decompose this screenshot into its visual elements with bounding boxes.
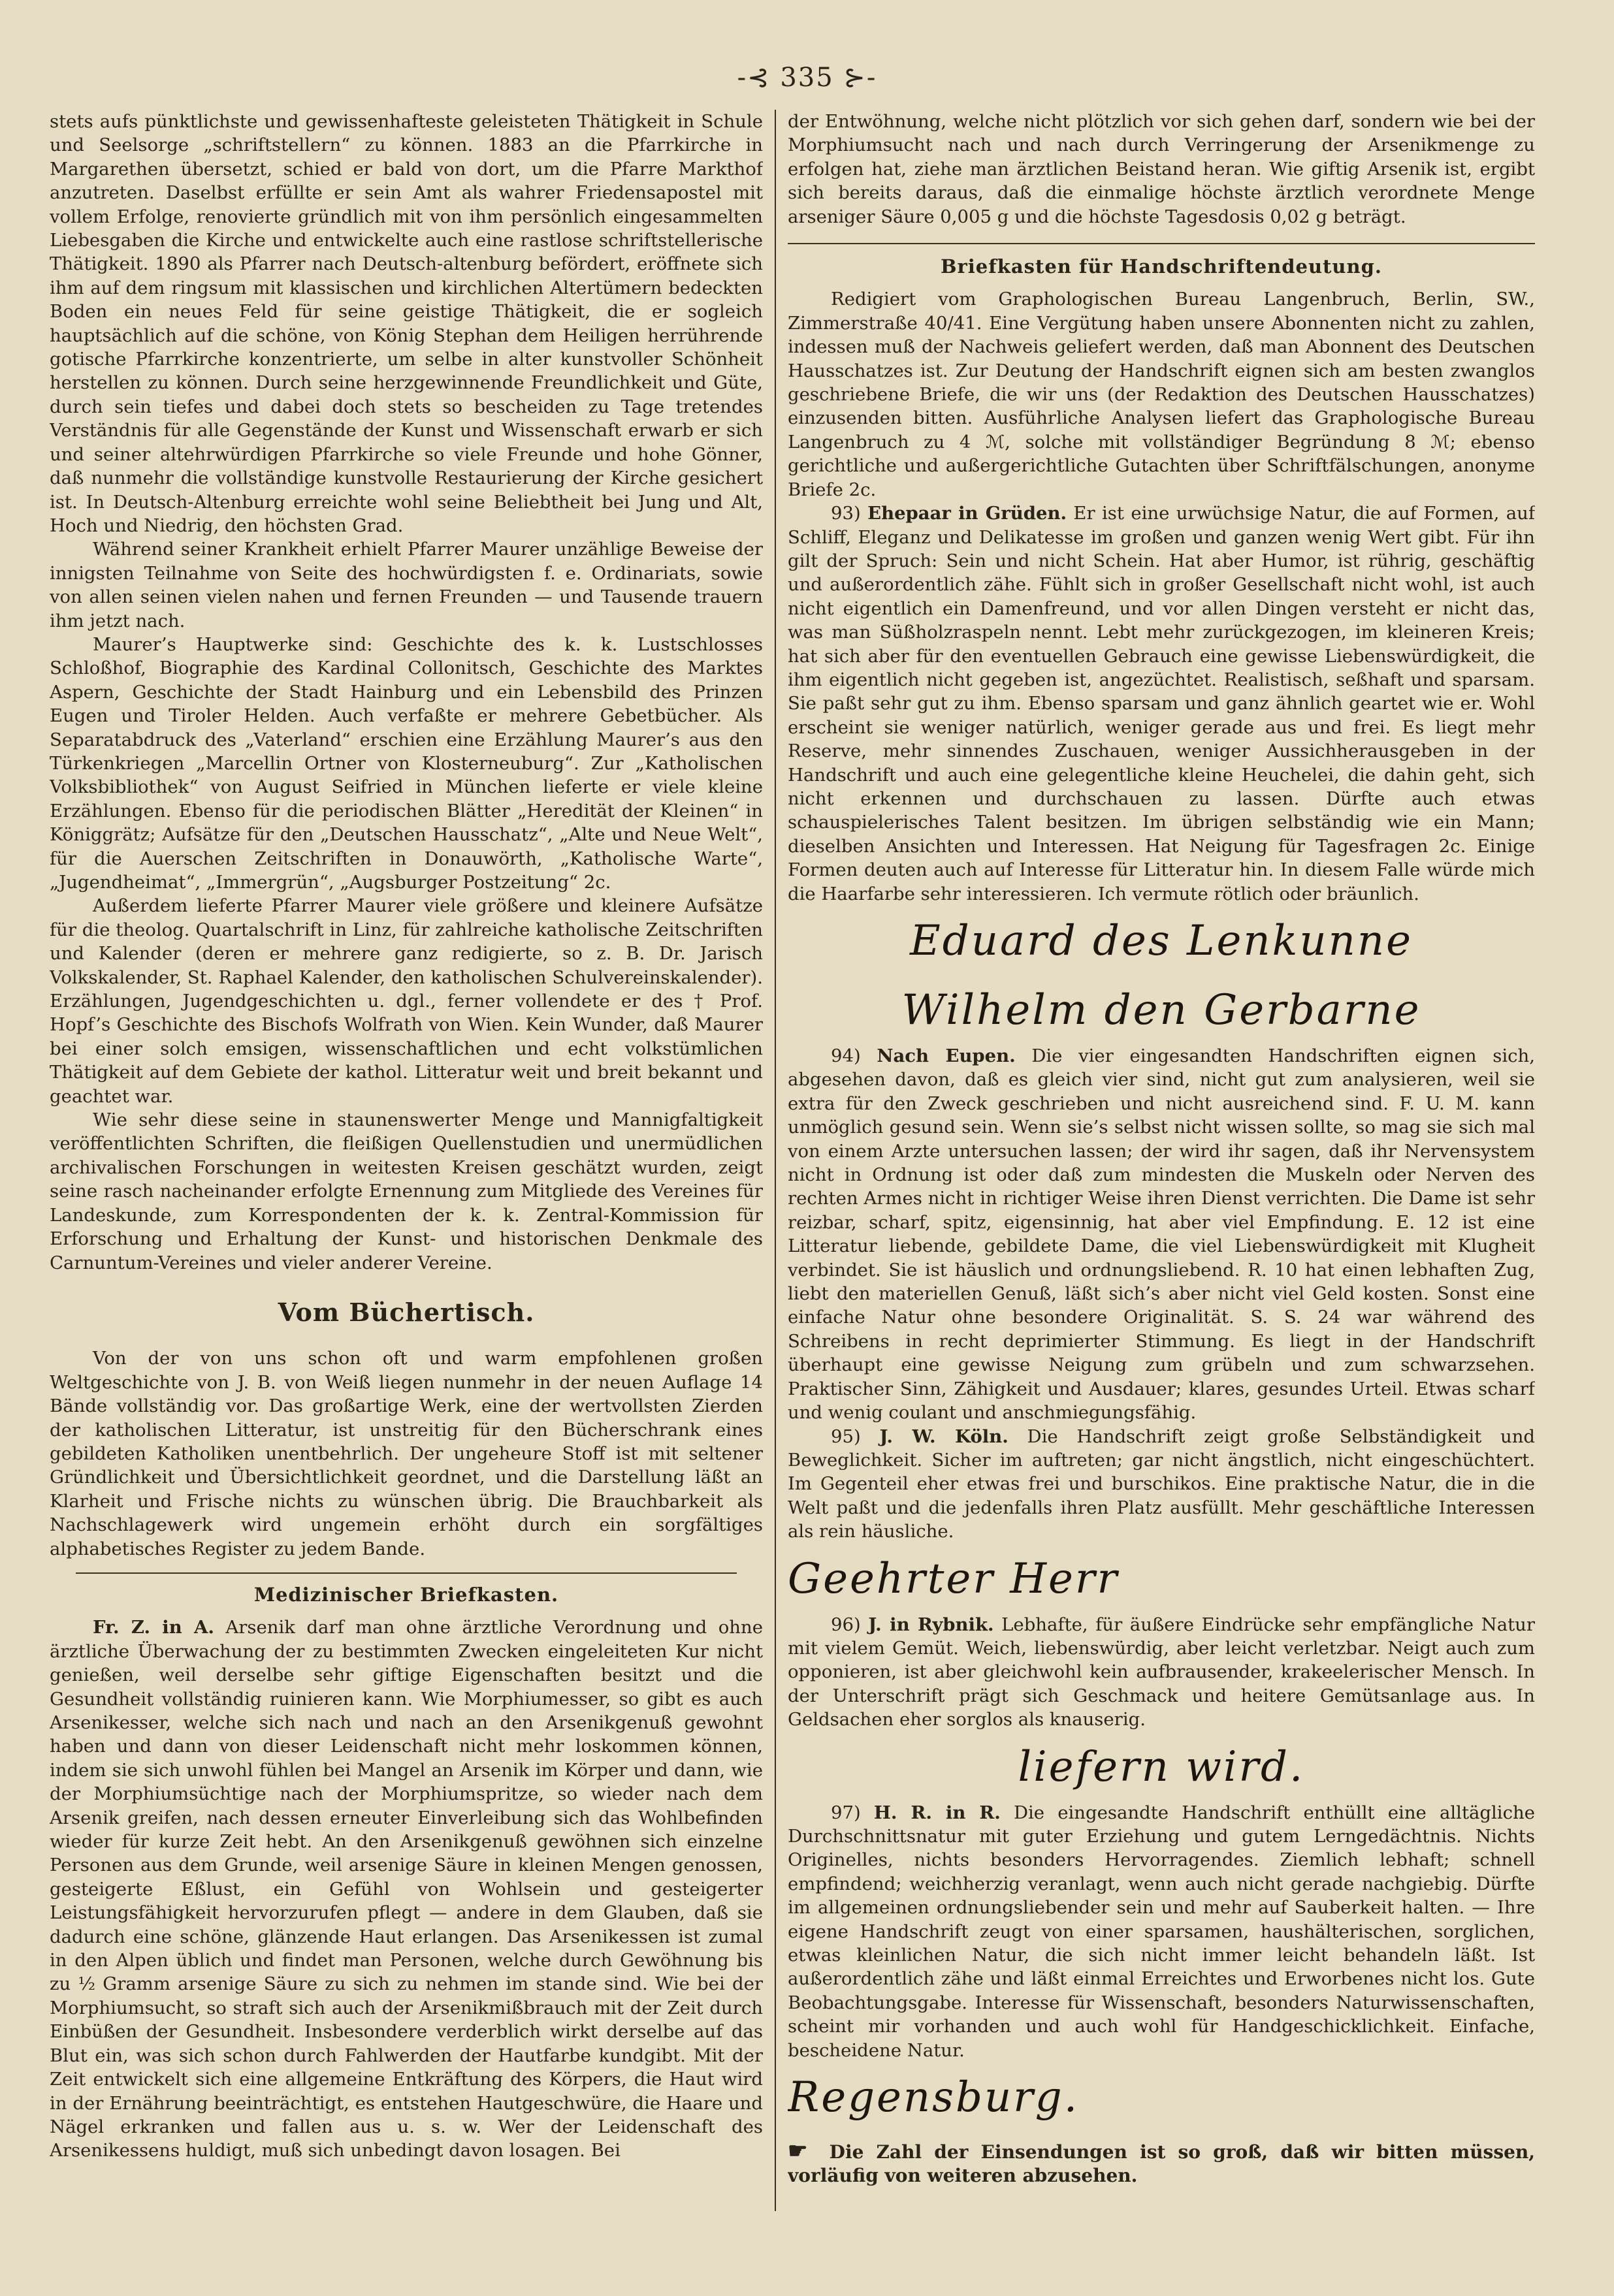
entry-93 <box>788 502 1535 906</box>
medical-addressee: Fr. Z. in A. <box>93 1617 214 1638</box>
handwriting-sample-97: Regensburg. <box>788 2073 1080 2122</box>
medical-answer <box>50 1616 763 2162</box>
obituary-paragraph-2: Während seiner Krankheit erhielt Pfarrer Maurer unzählige Beweise der innigsten Teilnahme von Seite des hochwürdigsten f. e. Ordinariats, sowie von allen seinen vielen nahen und fernen Freunden — und Tausende trauern ihm jetzt nach. <box>50 539 763 631</box>
section-title-medizinischer-briefkasten: Medizinischer Briefkasten. <box>253 1583 559 1606</box>
section-title-handschriftendeutung: Briefkasten für Handschriftendeutung. <box>941 255 1382 278</box>
entry-97 <box>788 1801 1535 2062</box>
left-column <box>50 110 763 2244</box>
editorial-notice-text: Die Zahl der Einsendungen ist so groß, daß wir bitten müssen, vorläufig von weiteren abzusehen. <box>788 2141 1535 2187</box>
handwriting-sample-93-b: Wilhelm den Gerbarne <box>901 986 1421 1034</box>
entry-95-text: Die Handschrift zeigt große Selbständigkeit und Beweglichkeit. Sicher im auftreten; gar nicht ängstlich, nicht eingeschüchtert. Im Gegenteil eher etwas frei und burschikos. Eine praktische Natur, die in die Welt paßt und die jedenfalls ihren Platz ausfüllt. Mehr geschäftliche Interessen als rein häusliche. <box>788 1426 1535 1542</box>
entry-93-number: 93) <box>831 503 861 524</box>
editorial-notice <box>788 2139 1535 2188</box>
entry-93-heading: Ehepaar in Grüden. <box>867 503 1067 524</box>
entry-97-text: Die eingesandte Handschrift enthüllt eine alltägliche Durchschnittsnatur mit guter Erziehung und gutem Lerngedächtnis. Nichts Originelles, nichts besonders Hervorragendes. Ziemlich lebhaft; schnell empfindend; weichherzig veranlagt, wenn auch nicht gerade nachgiebig. Dürfte im allgemeinen ordnungsliebender sein und mehr auf Sauberkeit halten. — Ihre eigene Handschrift zeugt von einer sparsamen, haushälterischen, sorglichen, etwas kleinlichen Natur, die sich nicht immer leicht behandeln läßt. Ist außerordentlich zähe und läßt einmal Erreichtes und Erworbenes nicht los. Gute Beobachtungsgabe. Interesse für Wissenschaft, besonders Naturwissenschaften, scheint mir vorhanden und auch wohl für Handgeschicklichkeit. Einfache, bescheidene Natur. <box>788 1802 1535 2061</box>
entry-94 <box>788 1044 1535 1425</box>
entry-97-heading: H. R. in R. <box>873 1802 1001 1823</box>
handschrift-intro: Redigiert vom Graphologischen Bureau Langenbruch, Berlin, SW., Zimmerstraße 40/41. Eine Vergütung haben unsere Abonnenten nicht zu zahlen, indessen muß der Nachweis geliefert werden, daß man Abonnent des Deutschen Hausschatzes ist. Zur Deutung der Handschrift eignen sich am besten zwanglos geschriebene Briefe, die wir uns (der Redaktion des Deutschen Hausschatzes) einzusenden bitten. Ausführliche Analysen liefert das Graphologische Bureau Langenbruch zu 4 ℳ, solche mit vollständiger Begründung 8 ℳ; ebenso gerichtliche und außergerichtliche Gutachten über Schriftfälschungen, anonyme Briefe 2c. <box>788 289 1535 500</box>
medical-answer-text: Arsenik darf man ohne ärztliche Verordnung und ohne ärztliche Überwachung der zu bestimmten Zwecken eingeleiteten Kur nicht genießen, weil derselbe sehr giftige Eigenschaften besitzt und die Gesundheit vollständig ruinieren kann. Wie Morphiumesser, so gibt es auch Arsenikesser, welche sich nach und nach an den Arsenikgenuß gewohnt haben und dann von dieser Leidenschaft nicht mehr loskommen können, indem sie sich unwohl fühlen bei Mangel an Arsenik im Körper und dann, wie der Morphiumsüchtige nach der Morphiumspritze, so wieder nach dem Arsenik greifen, nach dessen erneuter Einverleibung sich das Wohlbefinden wieder für kurze Zeit hebt. An den Arsenikgenuß gewöhnen sich einzelne Personen aus dem Grunde, weil arsenige Säure in kleinen Mengen genossen, gesteigerte Eßlust, ein Gefühl von Wohlsein und gesteigerter Leistungsfähigkeit hervorzurufen pflegt — andere in dem Glauben, daß sie dadurch eine schöne, glänzende Haut erlangen. Das Arsenikessen ist zumal in den Alpen üblich und findet man Personen, welche durch Gewöhnung bis zu ½ Gramm arsenige Säure zu sich zu nehmen im stande sind. Wie bei der Morphiumsucht, so straft sich auch der Arsenikmißbrauch mit der Zeit durch Einbüßen der Gesundheit. Insbesondere verderblich wirkt derselbe auf das Blut ein, was sich schon durch Fahlwerden der Hautfarbe kundgibt. Mit der Zeit entwickelt sich eine allgemeine Entkräftung des Körpers, die Haut wird in der Ernährung beeinträchtigt, es entstehen Hautgeschwüre, die Haare und Nägel erkranken und fallen aus u. s. w. Wer der Leidenschaft des Arsenikessens huldigt, muß sich unbedingt davon losagen. Bei <box>50 1617 763 2161</box>
obituary-paragraph-3: Maurer’s Hauptwerke sind: Geschichte des k. k. Lustschlosses Schloßhof, Biographie des Kardinal Collonitsch, Geschichte des Marktes Aspern, Geschichte der Stadt Hainburg und ein Lebensbild des Prinzen Eugen und Tiroler Helden. Auch verfaßte er mehrere Gebetbücher. Als Separatabdruck des „Vaterland“ erschien eine Erzählung Maurer’s aus den Türkenkriegen „Marcellin Ortner von Klosterneuburg“. Zur „Katholischen Volksbibliothek“ von August Seifried in München lieferte er viele kleine Erzählungen. Ebenso für die periodischen Blätter „Heredität der Kleinen“ in Königgrätz; Aufsätze für den „Deutschen Hausschatz“, „Alte und Neue Welt“, für die Auerschen Zeitschriften in Donauwörth, „Katholische Warte“, „Jugendheimat“, „Immergrün“, „Augsburger Postzeitung“ 2c. <box>50 633 763 893</box>
section-title-buechertisch: Vom Büchertisch. <box>278 1297 535 1327</box>
handwriting-sample-95: Geehrter Herr <box>788 1554 1120 1603</box>
entry-95-number: 95) <box>831 1426 861 1447</box>
entry-94-text: Die vier eingesandten Handschriften eignen sich, abgesehen davon, daß es gleich vier sind, nicht gut zum analysieren, weil sie extra für den Zweck geschrieben und nicht ausreichend sind. F. U. M. kann unmöglich gesund sein. Wenn sie’s selbst nicht wissen sollte, so mag sie sich mal von einem Arzte untersuchen lassen; der wird ihr sagen, daß ihr Nervensystem nicht in Ordnung ist oder daß zum mindesten die Muskeln oder Nerven des rechten Armes nicht in richtiger Weise ihren Dienst verrichten. Die Dame ist sehr reizbar, scharf, spitz, eigensinnig, hat aber viel Empfindung. E. 12 ist eine Litteratur liebende, gebildete Dame, die viel Liebenswürdigkeit mit Klugheit verbindet. Sie ist häuslich und ordnungsliebend. R. 10 hat einen lebhaften Zug, liebt den materiellen Genuß, läßt sich’s aber nicht viel Geld kosten. Sonst eine einfache Natur ohne besondere Originalität. S. S. 24 war während des Schreibens in recht deprimierter Stimmung. Es liegt in der Handschrift überhaupt eine gewisse Neigung zum grübeln und zum schwarzsehen. Praktischer Sinn, Zähigkeit und Ausdauer; klares, gesundes Urteil. Etwas scharf und wenig coulant und anschmiegungsfähig. <box>788 1045 1535 1424</box>
entry-94-heading: Nach Eupen. <box>877 1045 1016 1066</box>
handwriting-sample-93-a: Eduard des Lenkunne <box>910 917 1413 965</box>
divider <box>76 1572 737 1574</box>
entry-93-text: Er ist eine urwüchsige Natur, die auf Formen, auf Schliff, Eleganz und Delikatesse im großen und ganzen wenig Wert gibt. Für ihn gilt der Spruch: Sein und nicht Schein. Hat aber Humor, ist rührig, geschäftig und außerordentlich zähe. Fühlt sich in großer Gesellschaft nicht wohl, ist auch nicht eigentlich ein Damenfreund, und vor allen Dingen versteht er nicht das, was man Süßholzraspeln nennt. Lebt mehr zurückgezogen, im kleineren Kreis; hat sich aber für den eventuellen Gebrauch eine gewisse Liebenswürdigkeit, die ihm eigentlich nicht gegeben ist, angezüchtet. Realistisch, seßhaft und sparsam. Sie paßt sehr gut zu ihm. Ebenso sparsam und ganz ähnlich geartet wie er. Wohl erscheint sie weniger natürlich, weniger gerade aus und frei. Es liegt mehr Reserve, mehr sinnendes Zuschauen, weniger Aussichherausgeben in der Handschrift und auch eine gelegentliche kleine Heuchelei, die dahin geht, sich nicht erkennen und durchschauen zu lassen. Dürfte auch etwas schauspielerisches Talent besitzen. Im übrigen selbständig wie ein Mann; dieselben Ansichten und Interessen. Hat Neigung für Tagesfragen 2c. Einige Formen deuten auch auf Interesse für Litteratur hin. In diesem Falle würde mich die Haarfarbe sehr interessieren. Ich vermute rötlich oder bräunlich. <box>788 503 1535 904</box>
page-number-deco-left: -⊰ <box>737 63 771 93</box>
entry-96-heading: J. in Rybnik. <box>868 1614 994 1635</box>
page-number-deco-right: ⊱- <box>843 63 877 93</box>
obituary-paragraph-4: Außerdem lieferte Pfarrer Maurer viele größere und kleinere Aufsätze für die theolog. Quartalschrift in Linz, für zahlreiche katholische Zeitschriften und Kalender (deren er mehrere ganz redigierte, so z. B. Dr. Jarisch Volkskalender, St. Raphael Kalender, den katholischen Schulvereinskalender). Erzählungen, Jugendgeschichten u. dgl., ferner vollendete er des † Prof. Hopf’s Geschichte des Bischofs Wolfrath von Wien. Kein Wunder, daß Maurer bei einer solch emsigen, wissenschaftlichen und echt volkstümlichen Thätigkeit auf dem Gebiete der kathol. Litteratur weit und breit bekannt und geachtet war. <box>50 895 763 1107</box>
page-number-value: 335 <box>780 63 834 93</box>
obituary-paragraph-1: stets aufs pünktlichste und gewissenhafteste geleisteten Thätigkeit in Schule und Seelsorge „schriftstellern“ zu können. 1883 an die Pfarrkirche in Margarethen übersetzt, schied er bald von dort, um die Pfarre Markthof anzutreten. Daselbst erfüllte er sein Amt als wahrer Friedensapostel mit vollem Erfolge, renovierte gründlich mit von ihm persönlich eingesammelten Liebesgaben die Kirche und entwickelte auch eine rastlose schriftstellerische Thätigkeit. 1890 als Pfarrer nach Deutsch-altenburg befördert, eröffnete sich ihm auf dem ringsum mit klassischen und kirchlichen Altertümern bedeckten Boden ein neues Feld für seine geistige Thätigkeit, die er sogleich hauptsächlich auf die schöne, von König Stephan dem Heiligen herrührende gotische Pfarrkirche konzentrierte, um selbe in alter kunstvoller Schönheit herstellen zu können. Durch seine herzgewinnende Freundlichkeit und Güte, durch sein tiefes und dabei doch stets so bescheiden zu Tage tretendes Verständnis für alle Gegenstände der Kunst und Wissenschaft erwarb er sich und seiner altehrwürdigen Pfarrkirche so viele Freunde und hohe Gönner, daß nunmehr die vollständige kunstvolle Restaurierung der Kirche gesichert ist. In Deutsch-Altenburg erreichte wohl seine Beliebtheit bei Jung und Alt, Hoch und Niedrig, den höchsten Grad. <box>50 111 763 536</box>
medical-answer-continued: der Entwöhnung, welche nicht plötzlich vor sich gehen darf, sondern wie bei der Morphiumsucht nach und nach durch Verringerung der Arsenikmenge zu erfolgen hat, ziehe man ärztlichen Beistand heran. Wie giftig Arsenik ist, ergibt sich bereits daraus, daß die einmalige höchste ärztlich verordnete Menge arseniger Säure 0,005 g und die höchste Tagesdosis 0,02 g beträgt. <box>788 111 1535 227</box>
divider <box>788 243 1535 244</box>
entry-96-text: Lebhafte, für äußere Eindrücke sehr empfängliche Natur mit vielem Gemüt. Weich, liebenswürdig, aber leicht verletzbar. Neigt auch zum opponieren, ist aber gleichwohl kein aufbrausender, krakeelerischer Mensch. In der Unterschrift prägt sich Geschmack und heitere Gemütsanlage aus. In Geldsachen eher sorglos als knauserig. <box>788 1614 1535 1730</box>
entry-96-number: 96) <box>831 1614 861 1635</box>
entry-95-heading: J. W. Köln. <box>879 1426 1009 1447</box>
buechertisch-text: Von der von uns schon oft und warm empfohlenen großen Weltgeschichte von J. B. von Weiß liegen nunmehr in der neuen Auflage 14 Bände vollständig vor. Das großartige Werk, eine der wertvollsten Zierden der katholischen Litteratur, ist unstreitig für den Bücherschrank eines gebildeten Katholiken unentbehrlich. Der ungeheure Stoff ist mit seltener Gründlichkeit und Übersichtlichkeit geordnet, und die Darstellung läßt an Klarheit und Frische nichts zu wünschen übrig. Die Brauchbarkeit als Nachschlagewerk wird ungemein erhöht durch ein sorgfältiges alphabetisches Register zu jedem Bande. <box>50 1348 763 1559</box>
obituary-paragraph-5: Wie sehr diese seine in staunenswerter Menge und Mannigfaltigkeit veröffentlichten Schriften, die fleißigen Quellenstudien und unermüdlichen archivalischen Forschungen in weitesten Kreisen geschätzt wurden, zeigt seine rasch nacheinander erfolgte Ernennung zum Mitgliede des Vereines für Landeskunde, zum Korrespondenten der k. k. Zentral-Kommission für Erforschung und Erhaltung der Kunst- und historischen Denkmale des Carnuntum-Vereines und vieler anderer Vereine. <box>50 1109 763 1273</box>
entry-94-number: 94) <box>831 1045 861 1066</box>
pointing-hand-icon: ☛ <box>788 2138 808 2165</box>
column-rule <box>775 110 776 2211</box>
entry-95 <box>788 1425 1535 1544</box>
entry-97-number: 97) <box>831 1802 861 1823</box>
handwriting-sample-96: liefern wird. <box>1018 1742 1305 1791</box>
page-number <box>0 63 1614 93</box>
entry-96 <box>788 1613 1535 1732</box>
right-column <box>788 110 1535 2244</box>
